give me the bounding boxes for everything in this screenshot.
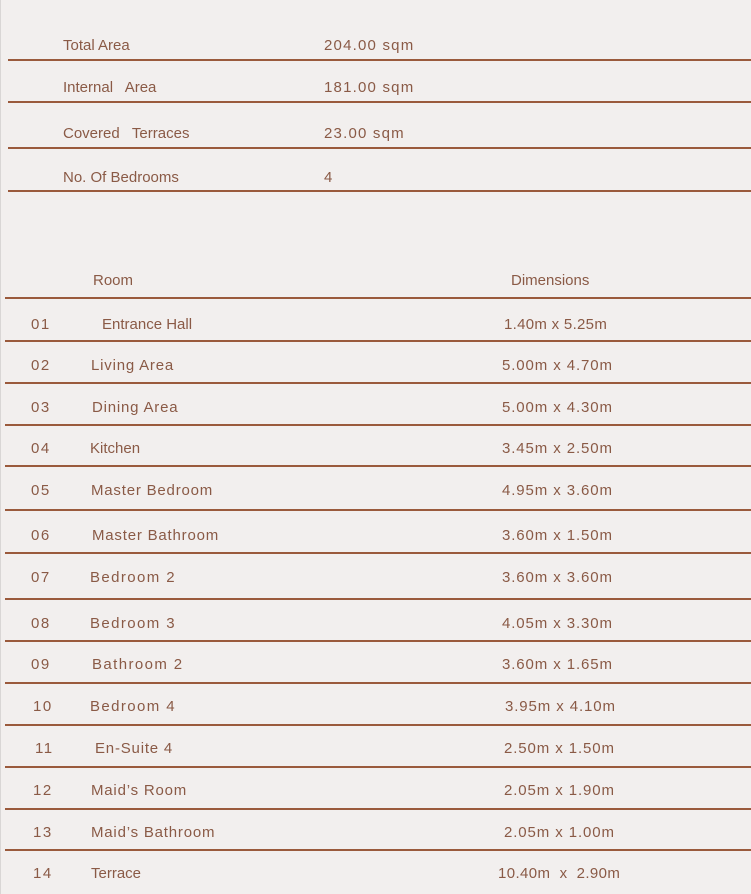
room-dimensions: 2.05m x 1.90m [504,782,615,799]
room-dimensions: 4.95m x 3.60m [502,482,613,499]
room-name: Dining Area [92,399,179,416]
room-name: Living Area [91,357,175,374]
table-row [5,726,751,768]
table-row [5,600,751,642]
room-number: 06 [31,527,51,544]
room-number: 10 [33,698,53,715]
room-dimensions: 3.95m x 4.10m [505,698,616,715]
table-row [5,467,751,511]
summary-label: Covered Terraces [63,125,190,142]
room-dimensions: 2.50m x 1.50m [504,740,615,757]
room-number: 12 [33,782,53,799]
room-dimensions: 1.40m x 5.25m [504,316,608,333]
summary-label: Internal Area [63,79,157,96]
summary-label: Total Area [63,37,130,54]
room-number: 09 [31,656,51,673]
table-row [5,426,751,467]
room-number: 05 [31,482,51,499]
room-number: 14 [33,865,53,882]
room-name: Maid’s Bathroom [91,824,216,841]
room-dimensions: 4.05m x 3.30m [502,615,613,632]
rooms-table-header [5,262,751,299]
room-name: Entrance Hall [102,316,193,333]
room-number: 13 [33,824,53,841]
table-row [5,342,751,384]
table-row [5,810,751,851]
room-name: Master Bedroom [91,482,214,499]
summary-value: 4 [324,169,334,186]
table-row [5,851,751,894]
room-dimensions: 3.60m x 1.65m [502,656,613,673]
summary-row-total-area [8,28,751,61]
summary-value: 23.00 sqm [324,125,405,142]
room-name: En-Suite 4 [95,740,174,757]
table-row [5,384,751,426]
room-dimensions: 2.05m x 1.00m [504,824,615,841]
room-number: 11 [35,740,54,757]
room-name: Bedroom 3 [90,615,176,632]
left-border [0,0,1,894]
table-row [5,768,751,810]
room-number: 01 [31,316,51,333]
summary-row-bedrooms [8,149,751,192]
room-dimensions: 5.00m x 4.70m [502,357,613,374]
column-header-dimensions: Dimensions [511,272,590,289]
summary-row-internal-area [8,61,751,103]
room-number: 02 [31,357,51,374]
table-row [5,642,751,684]
room-number: 07 [31,569,51,586]
room-dimensions: 3.60m x 3.60m [502,569,613,586]
table-row [5,299,751,342]
table-row [5,684,751,726]
room-name: Kitchen [90,440,141,457]
room-dimensions: 5.00m x 4.30m [502,399,613,416]
table-row [5,511,751,554]
room-name: Terrace [91,865,142,882]
room-number: 03 [31,399,51,416]
room-name: Maid’s Room [91,782,188,799]
room-name: Bathroom 2 [92,656,184,673]
summary-value: 204.00 sqm [324,37,415,54]
table-row [5,554,751,600]
room-number: 04 [31,440,51,457]
room-dimensions: 3.45m x 2.50m [502,440,613,457]
room-name: Master Bathroom [92,527,220,544]
room-dimensions: 10.40m x 2.90m [498,865,621,882]
room-dimensions: 3.60m x 1.50m [502,527,613,544]
room-number: 08 [31,615,51,632]
summary-label: No. Of Bedrooms [63,169,179,186]
summary-value: 181.00 sqm [324,79,415,96]
column-header-room: Room [93,272,134,289]
summary-row-covered-terraces [8,103,751,149]
room-name: Bedroom 4 [90,698,176,715]
room-name: Bedroom 2 [90,569,176,586]
